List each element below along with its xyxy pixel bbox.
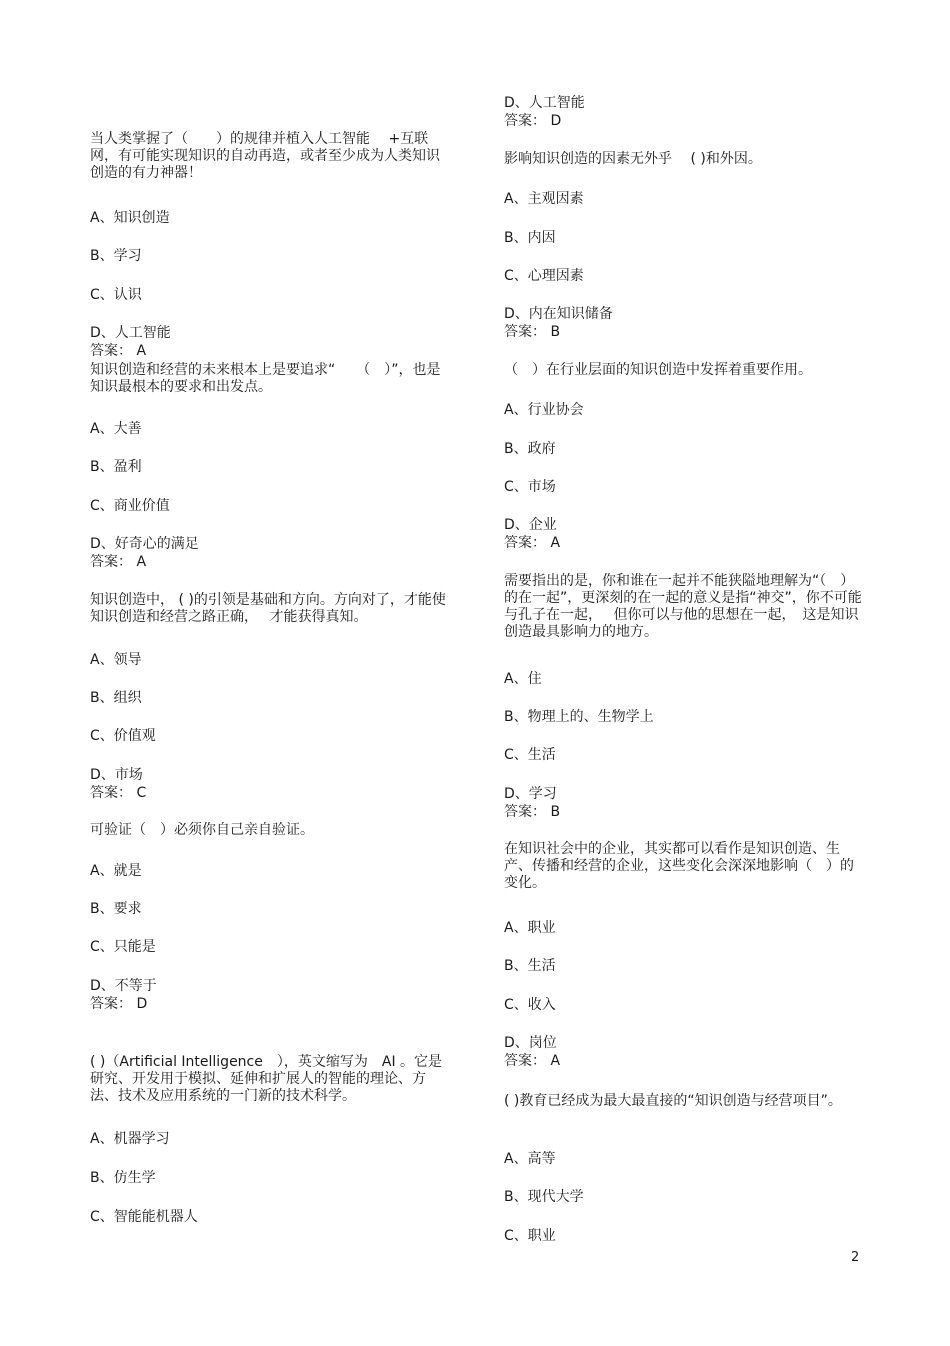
option: A、高等 [504,1151,556,1167]
answer: 答案： A [504,1053,561,1069]
answer: 答案： C [90,785,147,801]
option: A、大善 [90,421,142,437]
question-text: 知识创造和经营的未来根本上是要追求“ （ ）”，也是知识最根本的要求和出发点。 [90,362,441,395]
option: D、学习 [504,786,557,802]
answer: 答案： D [90,996,148,1012]
option: C、职业 [504,1228,556,1244]
question-text: 影响知识创造的因素无外乎 ( )和外因。 [504,151,762,167]
answer: 答案： A [504,535,561,551]
option: B、学习 [90,248,142,264]
question-text: 需要指出的是，你和谁在一起并不能狭隘地理解为“（ ）的在一起”，更深刻的在一起的意义是指“神交”，你不可能与孔子在一起， 但你可以与他的思想在一起， 这是知识创造最具影响力的地方。 [504,573,862,640]
option: B、仿生学 [90,1170,156,1186]
option: C、认识 [90,287,142,303]
option: A、领导 [90,652,142,668]
option: B、生活 [504,958,556,974]
answer: 答案： A [90,554,147,570]
option: B、现代大学 [504,1189,584,1205]
option: D、内在知识储备 [504,306,613,322]
option: D、人工智能 [90,325,171,341]
question-text: （ ）在行业层面的知识创造中发挥着重要作用。 [504,362,812,378]
option: D、好奇心的满足 [90,536,199,552]
option: C、智能能机器人 [90,1209,198,1225]
option: D、企业 [504,517,557,533]
answer: 答案： B [504,804,561,820]
page-number: 2 [851,1250,860,1265]
option: B、内因 [504,230,556,246]
option: A、职业 [504,920,556,936]
option: D、岗位 [504,1035,557,1051]
option: C、市场 [504,479,556,495]
answer: 答案： D [504,113,562,129]
option: D、人工智能 [504,95,585,111]
question-text: 知识创造中， ( )的引领是基础和方向。方向对了，才能使知识创造和经营之路正确， 才能获得真知。 [90,592,446,625]
question-text: 可验证（ ）必须你自己亲自验证。 [90,822,314,838]
question-text: 在知识社会中的企业，其实都可以看作是知识创造、生产、传播和经营的企业，这些变化会深深地影响（ ）的变化。 [504,841,854,891]
option: A、知识创造 [90,210,170,226]
option: D、不等于 [90,978,157,994]
option: C、收入 [504,997,556,1013]
answer: 答案： A [90,343,147,359]
option: B、政府 [504,441,556,457]
question-text: ( )教育已经成为最大最直接的“知识创造与经营项目”。 [504,1093,842,1109]
option: A、机器学习 [90,1131,170,1147]
option: B、物理上的、生物学上 [504,709,654,725]
option: A、就是 [90,863,142,879]
option: C、商业价值 [90,498,170,514]
option: B、组织 [90,690,142,706]
question-text: ( )（Artificial Intelligence ），英文缩写为 AI 。它是研究、开发用于模拟、延伸和扩展人的智能的理论、方法、技术及应用系统的一门新的技术科学。 [90,1054,443,1104]
option: C、只能是 [90,939,156,955]
answer: 答案： B [504,324,561,340]
option: B、盈利 [90,459,142,475]
option: A、住 [504,671,542,687]
option: A、主观因素 [504,191,584,207]
option: C、生活 [504,747,556,763]
option: A、行业协会 [504,402,584,418]
option: B、要求 [90,901,142,917]
option: C、心理因素 [504,268,584,284]
option: C、价值观 [90,728,156,744]
option: D、市场 [90,767,143,783]
question-text: 当人类掌握了（ ）的规律并植入人工智能 +互联网，有可能实现知识的自动再造，或者至少成为人类知识创造的有力神器！ [90,131,440,181]
